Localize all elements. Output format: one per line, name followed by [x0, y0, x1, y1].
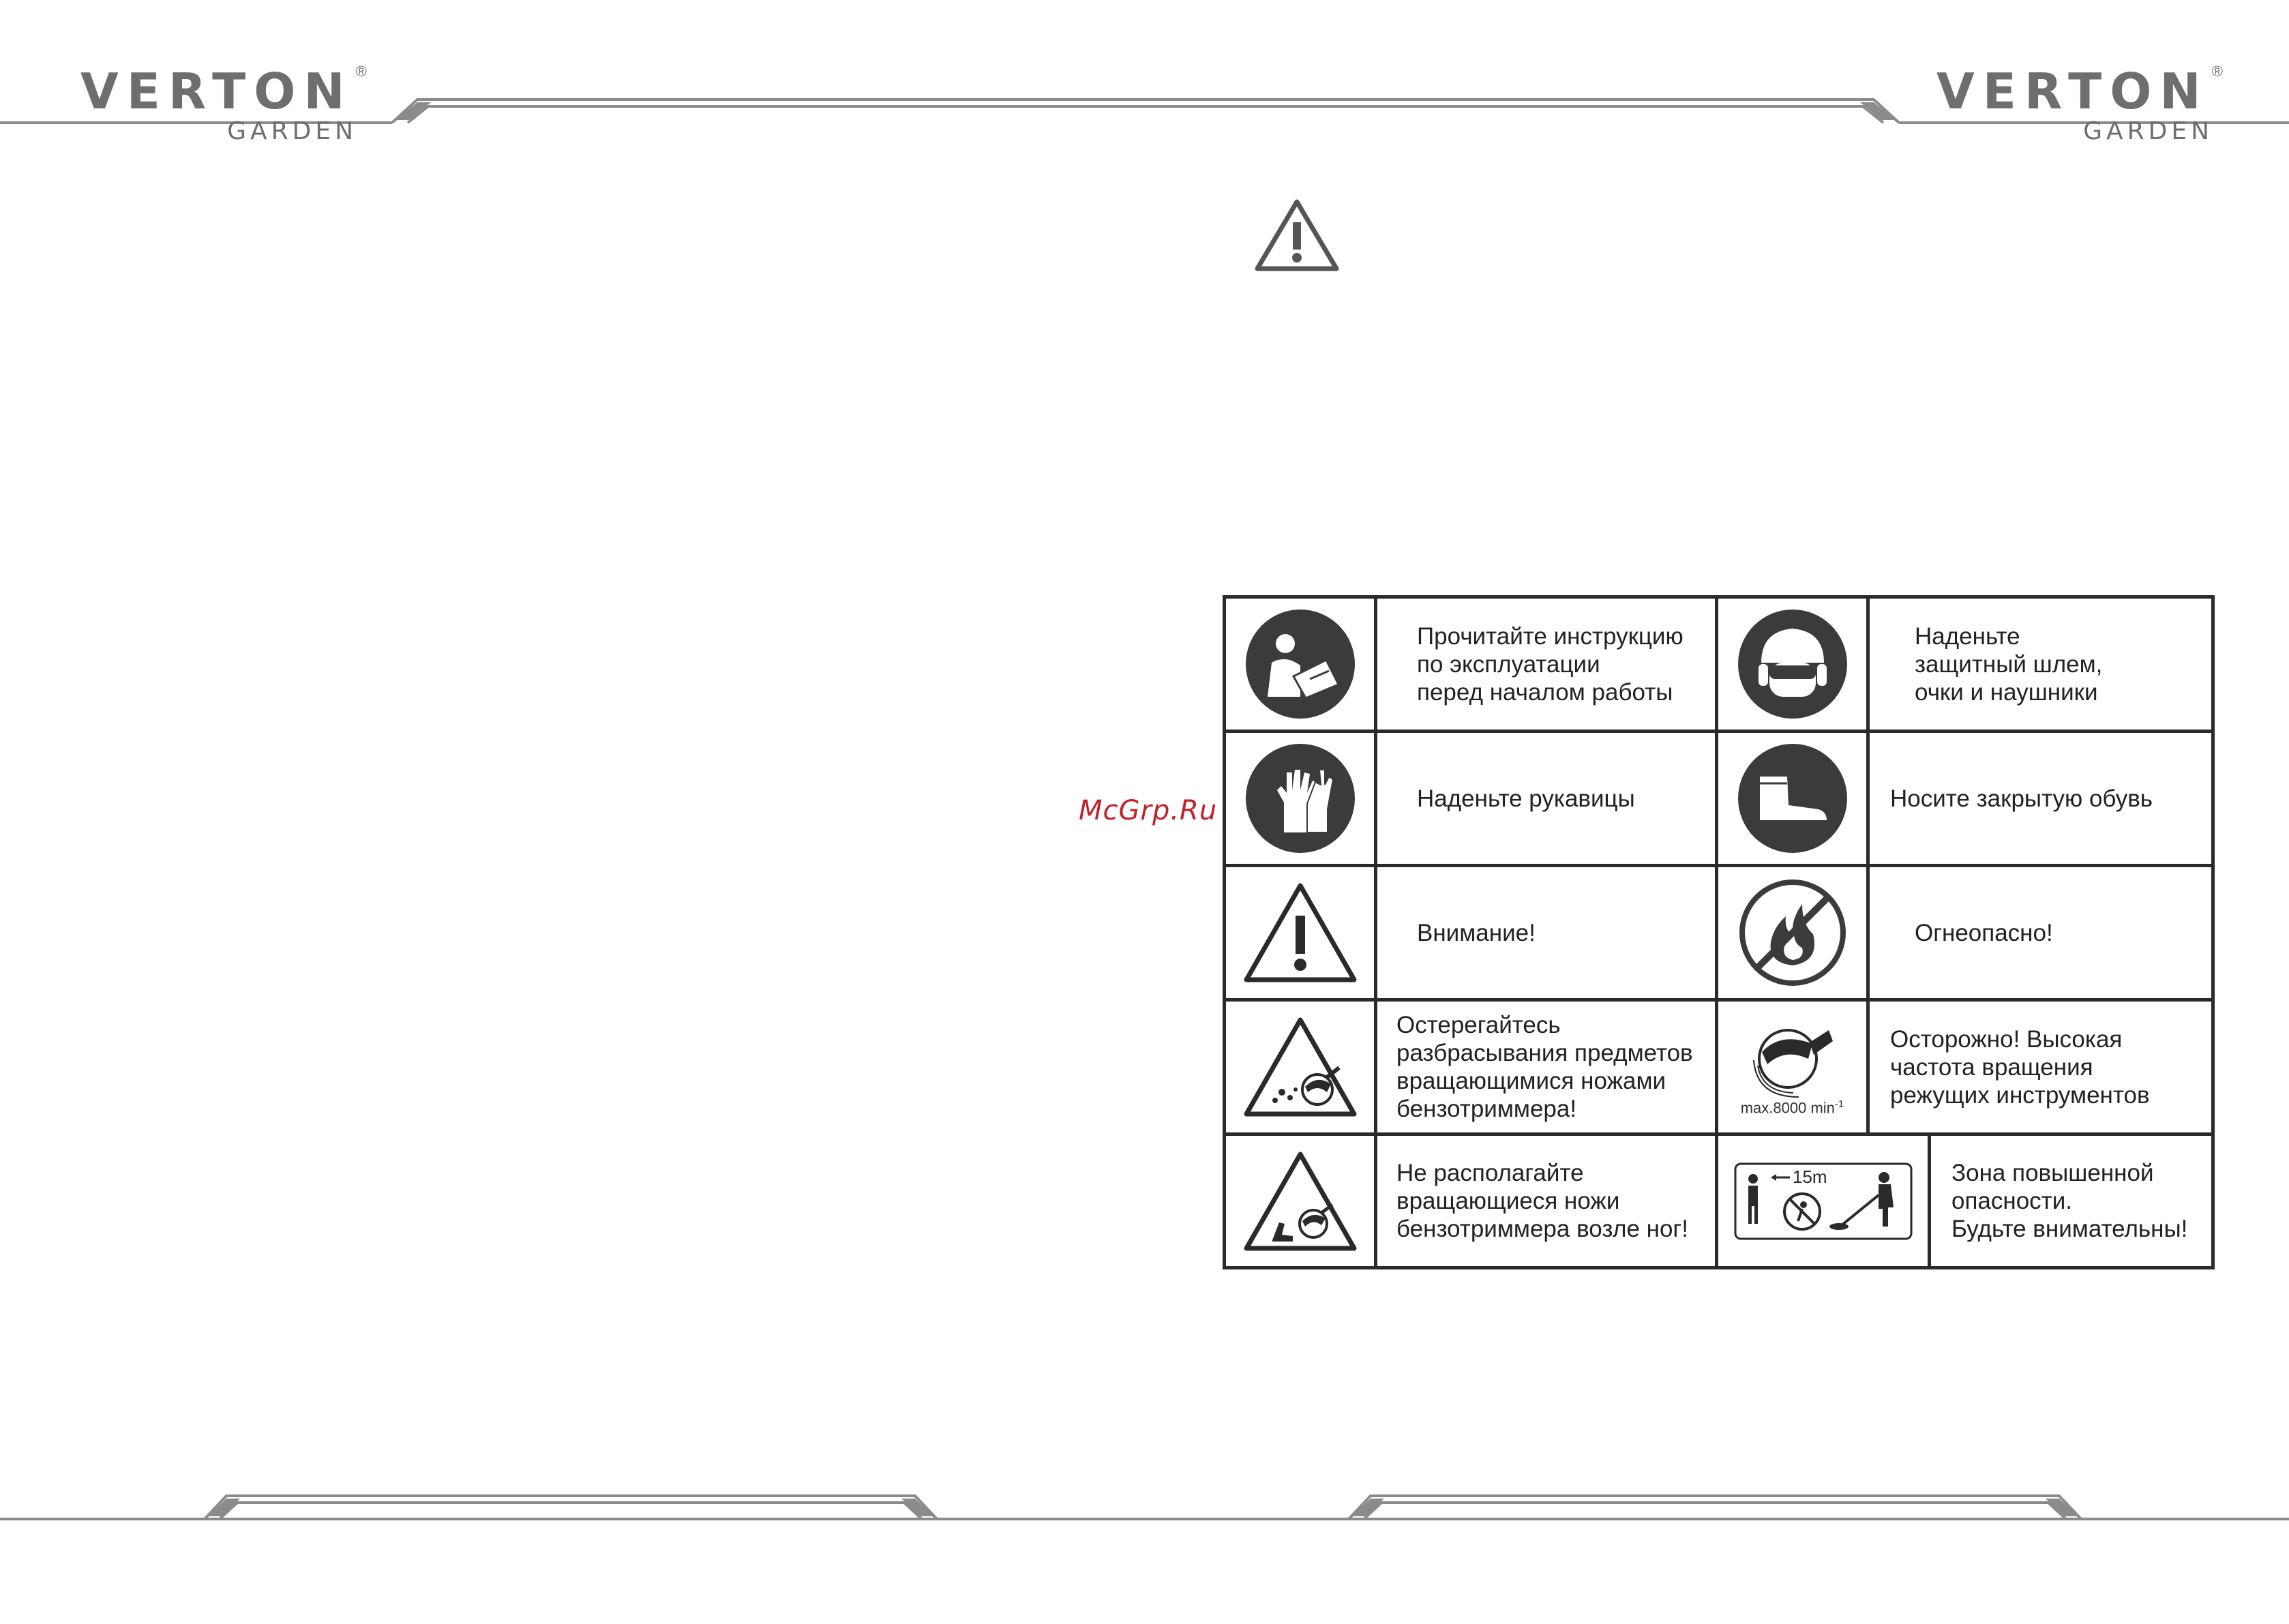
danger-zone-15m-icon [1733, 1161, 1914, 1242]
speed-label [1718, 1098, 1866, 1117]
table-cell-text [1376, 732, 1717, 866]
table-row [1225, 732, 2213, 866]
text-line: режущих инструментов [1890, 1081, 2150, 1109]
table-row [1225, 1134, 2213, 1268]
brand-logo-right [1936, 63, 2223, 145]
helmet-goggles-earmuffs-icon [1737, 608, 1849, 720]
table-cell-text [1376, 597, 1717, 732]
brand-sub: GARDEN [2083, 117, 2213, 145]
text-line: Наденьте рукавицы [1417, 785, 1635, 812]
text-line: бензотриммера возле ног! [1396, 1216, 1688, 1242]
gloves-icon [1244, 742, 1356, 854]
speed-unit-exponent: -1 [1834, 1098, 1844, 1111]
table-cell-icon [1225, 1134, 1376, 1268]
text-line: очки и наушники [1915, 678, 2098, 706]
flying-debris-icon [1242, 1016, 1358, 1118]
text-line: Будьте внимательны! [1951, 1216, 2188, 1242]
text-line: Внимание! [1417, 919, 1536, 946]
table-cell-icon [1225, 866, 1376, 1000]
read-manual-icon [1244, 608, 1356, 720]
text-line: Огнеопасно! [1915, 919, 2053, 946]
text-line: вращающиеся ножи [1396, 1188, 1620, 1214]
table-cell-icon [1717, 597, 1868, 732]
distance-label: 15m [1792, 1166, 1827, 1187]
rotating-blade-icon [1741, 1017, 1844, 1098]
text-line: перед началом работы [1417, 678, 1673, 706]
table-cell-icon [1717, 732, 1868, 866]
table-cell-text [1376, 866, 1717, 1000]
warning-triangle-icon [1242, 882, 1358, 984]
text-line: Зона повышенной [1951, 1160, 2154, 1186]
table-cell-text [1376, 1000, 1717, 1134]
no-fire-icon [1737, 877, 1849, 989]
table-cell-icon [1225, 1000, 1376, 1134]
brand-logo-left [80, 63, 367, 145]
table-cell-icon [1225, 597, 1376, 732]
table-cell-text [1868, 866, 2213, 1000]
brand-name: VERTON [80, 63, 353, 120]
text-line: Наденьте [1915, 622, 2020, 650]
brand-sub: GARDEN [227, 117, 357, 145]
text-line: частота вращения [1890, 1053, 2093, 1081]
registered-mark: ® [2211, 63, 2223, 80]
table-row [1225, 1000, 2213, 1134]
table-cell-icon [1717, 866, 1868, 1000]
table-cell-text [1868, 1000, 2213, 1134]
boot-icon [1737, 742, 1849, 854]
text-line: опасности. [1951, 1188, 2072, 1214]
speed-value: max.8000 min [1740, 1099, 1835, 1117]
text-line: вращающимися ножами [1396, 1068, 1666, 1094]
text-line: Осторожно! Высокая [1890, 1025, 2123, 1053]
table-cell-icon [1717, 1134, 1930, 1268]
text-line: разбрасывания предметов [1396, 1040, 1693, 1066]
text-line: защитный шлем, [1915, 650, 2103, 678]
brand-name: VERTON [1936, 63, 2209, 120]
watermark: McGrp.Ru [1079, 795, 1218, 826]
text-line: Не располагайте [1396, 1160, 1584, 1186]
table-cell-text [1868, 732, 2213, 866]
table-cell-icon [1717, 1000, 1868, 1134]
text-line: Остерегайтесь [1396, 1012, 1561, 1038]
table-cell-icon [1225, 732, 1376, 866]
table-cell-text [1868, 597, 2213, 732]
text-line: Прочитайте инструкцию [1417, 622, 1684, 650]
table-cell-text [1376, 1134, 1717, 1268]
text-line: бензотриммера! [1396, 1096, 1577, 1122]
blade-near-feet-icon [1242, 1150, 1358, 1252]
section-warning-icon [1253, 198, 1341, 273]
table-row [1225, 597, 2213, 732]
safety-symbols-table [1223, 595, 2215, 1269]
text-line: Носите закрытую обувь [1890, 785, 2153, 812]
registered-mark: ® [355, 63, 367, 80]
table-cell-text [1930, 1134, 2213, 1268]
text-line: по эксплуатации [1417, 650, 1600, 678]
table-row [1225, 866, 2213, 1000]
